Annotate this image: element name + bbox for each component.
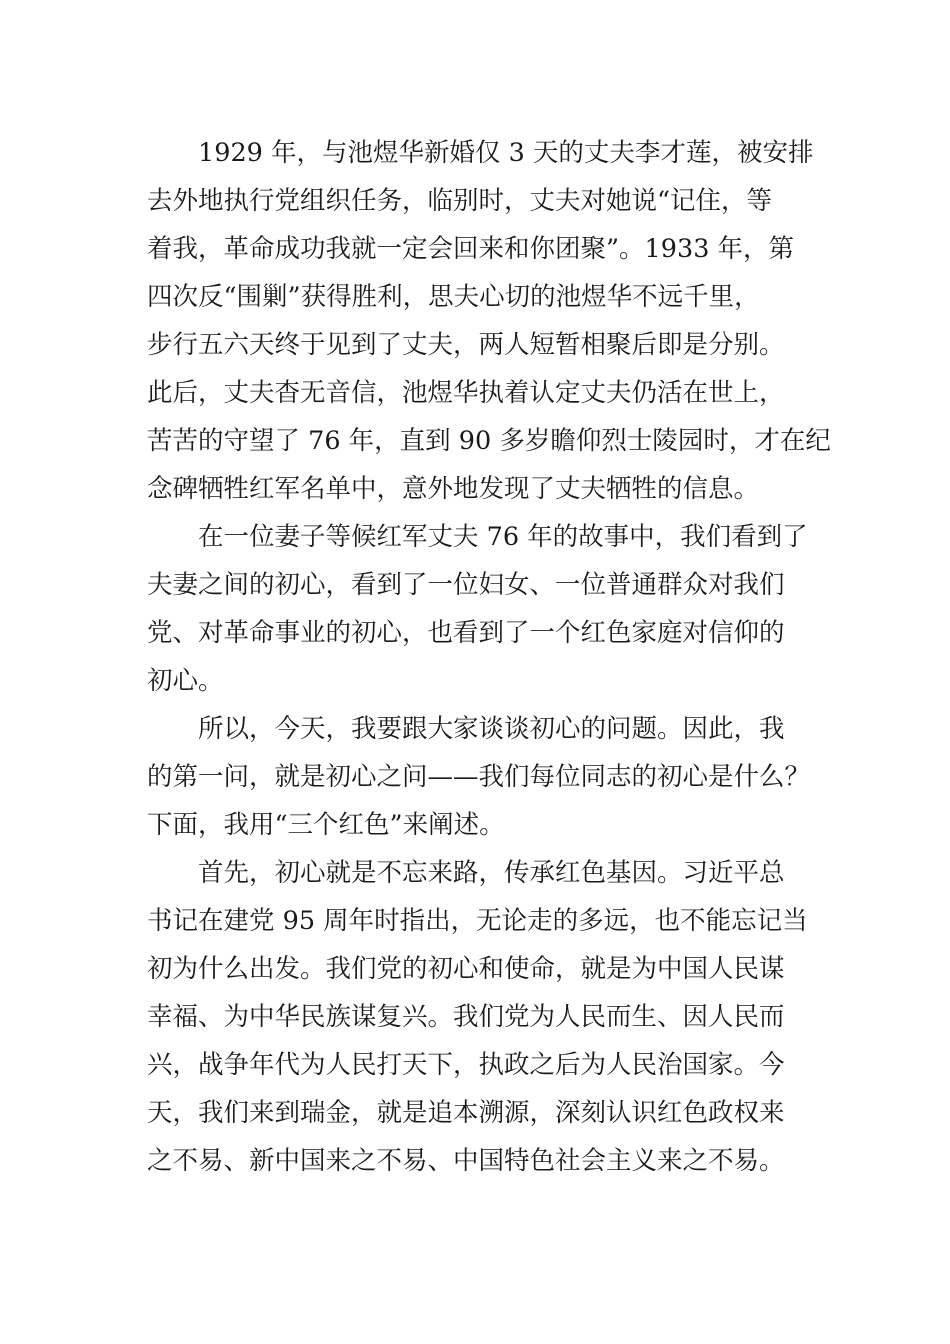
text-line: 着我，革命成功我就一定会回来和你团聚”。1933 年，第: [147, 234, 795, 264]
text-line: 幸福、为中华民族谋复兴。我们党为人民而生、因人民而: [147, 1002, 785, 1032]
text-line: 此后，丈夫杳无音信，池煜华执着认定丈夫仍活在世上，: [147, 378, 785, 408]
text-line: 天，我们来到瑞金，就是追本溯源，深刻认识红色政权来: [147, 1098, 785, 1128]
text-line: 书记在建党 95 周年时指出，无论走的多远，也不能忘记当: [147, 906, 808, 936]
text-line: 在一位妻子等候红军丈夫 76 年的故事中，我们看到了: [147, 522, 808, 552]
text-line: 去外地执行党组织任务，临别时，丈夫对她说“记住，等: [147, 186, 773, 216]
text-line: 四次反“围剿”获得胜利，思夫心切的池煜华不远千里，: [147, 282, 760, 312]
text-line: 1929 年，与池煜华新婚仅 3 天的丈夫李才莲，被安排: [147, 138, 814, 168]
text-line: 首先，初心就是不忘来路，传承红色基因。习近平总: [147, 858, 785, 888]
text-line: 兴，战争年代为人民打天下，执政之后为人民治国家。今: [147, 1050, 785, 1080]
text-line: 夫妻之间的初心，看到了一位妇女、一位普通群众对我们: [147, 570, 785, 600]
body-text: [147, 129, 831, 1185]
text-line: 的第一问，就是初心之问——我们每位同志的初心是什么？: [147, 762, 811, 792]
text-line: 步行五六天终于见到了丈夫，两人短暂相聚后即是分别。: [147, 330, 785, 360]
text-line: 初心。: [147, 666, 224, 696]
text-line: 初为什么出发。我们党的初心和使命，就是为中国人民谋: [147, 954, 785, 984]
text-line: 之不易、新中国来之不易、中国特色社会主义来之不易。: [147, 1146, 785, 1176]
text-line: 下面，我用“三个红色”来阐述。: [147, 810, 505, 840]
text-line: 苦苦的守望了 76 年，直到 90 多岁瞻仰烈士陵园时，才在纪: [147, 426, 831, 456]
text-line: 念碑牺牲红军名单中，意外地发现了丈夫牺牲的信息。: [147, 474, 760, 504]
text-line: 所以，今天，我要跟大家谈谈初心的问题。因此，我: [147, 714, 785, 744]
text-line: 党、对革命事业的初心，也看到了一个红色家庭对信仰的: [147, 618, 785, 648]
